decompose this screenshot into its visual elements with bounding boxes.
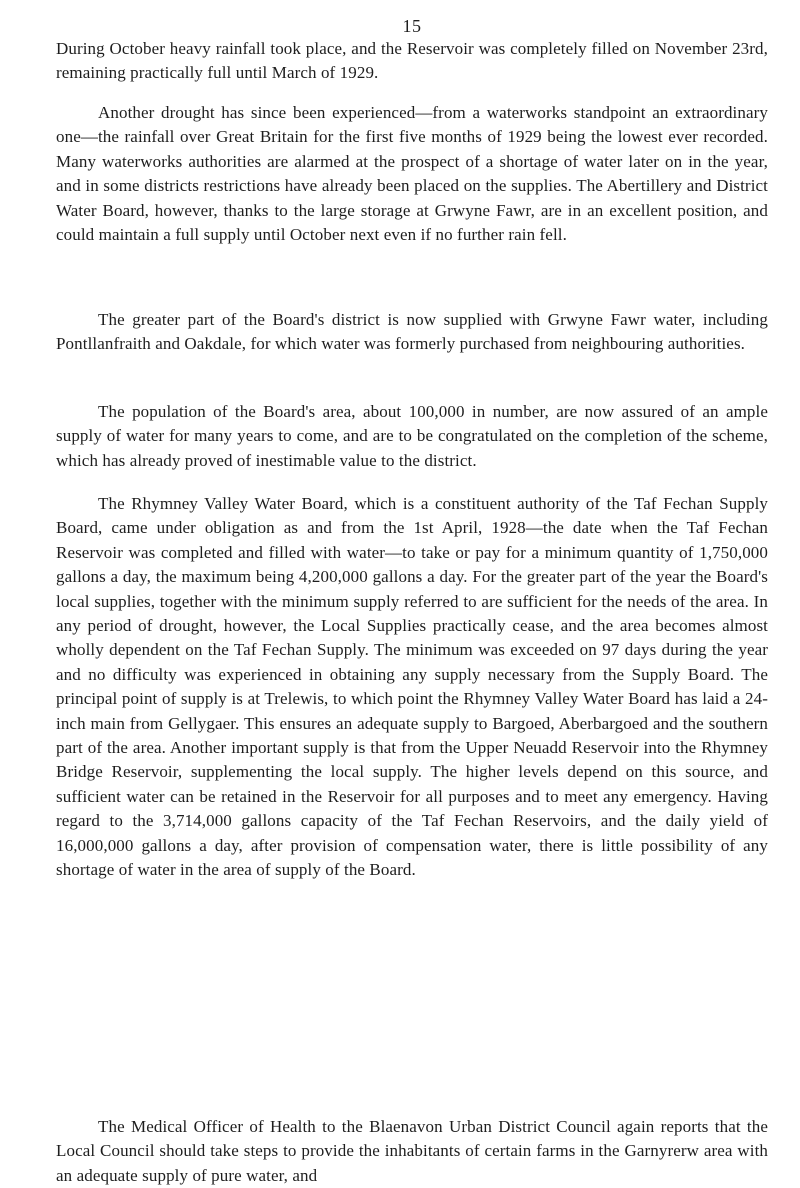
- paragraph-medical-officer: The Medical Officer of Health to the Blaenavon Urban District Council again reports that the Local Council should take steps to provide the inhabitants of certain farms in the Garnyrerw area with an adequate supply of pure water, and: [56, 1117, 768, 1185]
- paragraph-rhymney-valley: The Rhymney Valley Water Board, which is a constituent authority of the Taf Fechan Supply Board, came under obligation as and from the 1st April, 1928—the date when the Taf Fechan Reservoir was completed and filled with water—to take or pay for a minimum quantity of 1,750,000 gallons a day, the maximum being 4,200,000 gallons a day. For the greater part of the year the Board's local supplies, together with the minimum supply referred to are sufficient for the needs of the area. In any period of drought, however, the Local Supplies practically cease, and the area becomes almost wholly dependent on the Taf Fechan Supply. The minimum was exceeded on 97 days during the year and no difficulty was experienced in obtaining any supply necessary from the Supply Board. The principal point of supply is at Trelewis, to which point the Rhymney Valley Water Board has laid a 24-inch main from Gellygaer. This ensures an adequate supply to Bargoed, Aberbargoed and the southern part of the area. Another important supply is that from the Upper Neuadd Reservoir into the Rhymney Bridge Reservoir, supplementing the local supply. The higher levels depend on this source, and sufficient water can be retained in the Reservoir for all purposes and to meet any emergency. Having regard to the 3,714,000 gallons capacity of the Taf Fechan Reservoirs, and the daily yield of 16,000,000 gallons a day, after provision of compensation water, there is little possibility of any shortage of water in the area of supply of the Board.: [56, 494, 768, 880]
- paragraph-population: The population of the Board's area, about 100,000 in number, are now assured of an ample supply of water for many years to come, and are to be congratulated on the completion of the scheme, which has already proved of inestimable value to the district.: [56, 402, 768, 470]
- paragraph-reservoir-filled: During October heavy rainfall took place, and the Reservoir was completely filled on November 23rd, remaining practically full until March of 1929.: [56, 39, 768, 83]
- paragraph-district-supply: The greater part of the Board's district is now supplied with Grwyne Fawr water, including Pontllanfraith and Oakdale, for which water was formerly purchased from neighbouring authorities.: [56, 310, 768, 354]
- page-number: 15: [402, 16, 422, 36]
- paragraph-drought: Another drought has since been experienced—from a waterworks standpoint an extraordinary one—the rainfall over Great Britain for the first five months of 1929 being the lowest ever recorded. Many waterworks authorities are alarmed at the prospect of a shortage of water later on in the year, and in some districts restrictions have already been placed on the supplies. The Abertillery and District Water Board, however, thanks to the large storage at Grwyne Fawr, are in an excellent position, and could maintain a full supply until October next even if no further rain fell.: [56, 103, 768, 245]
